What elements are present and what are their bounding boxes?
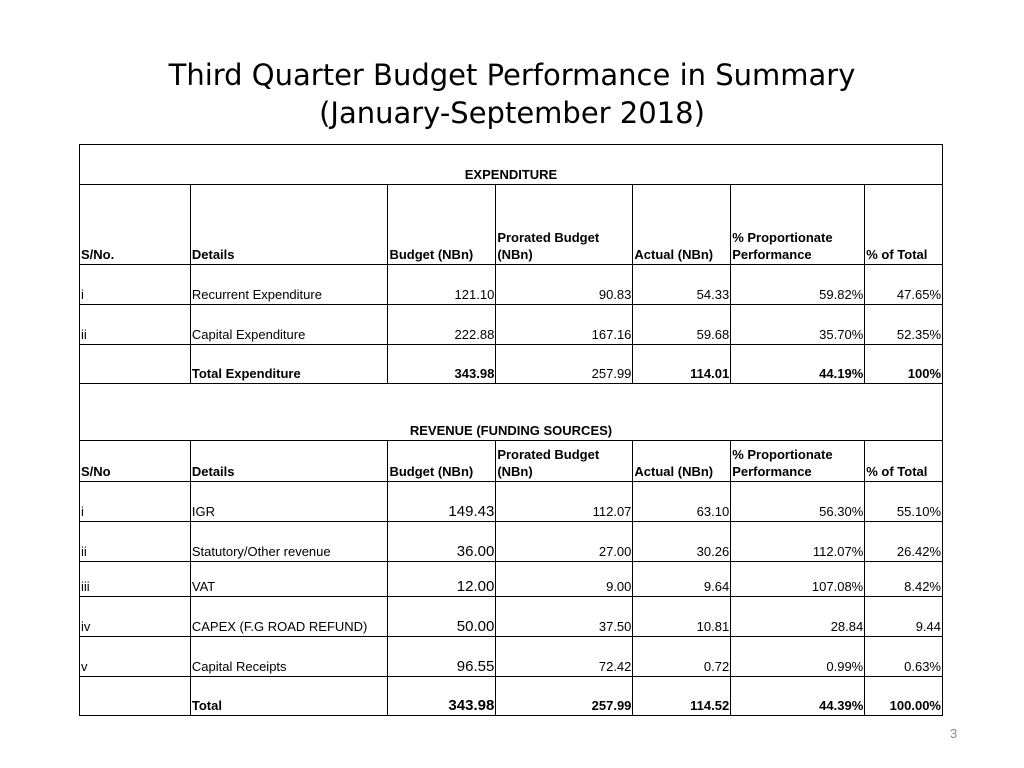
header-actual: Actual (NBn) — [633, 441, 731, 482]
table-row — [80, 597, 943, 637]
table-row — [80, 562, 943, 597]
header-proportionate — [731, 441, 865, 482]
cell-total-of-total: 100% — [865, 345, 943, 384]
header-budget: Budget (NBn) — [388, 185, 496, 265]
cell-budget: 121.10 — [388, 265, 496, 305]
cell-total-proportionate: 44.19% — [731, 345, 865, 384]
slide-number: 3 — [950, 726, 958, 741]
header-details: Details — [190, 441, 388, 482]
cell-total-actual: 114.52 — [633, 677, 731, 716]
cell-total-prorated: 257.99 — [496, 345, 633, 384]
cell-proportionate: 35.70% — [731, 305, 865, 345]
header-proportionate-line-1: % Proportionate — [732, 447, 833, 462]
header-proportionate-line-2: Performance — [732, 247, 812, 262]
cell-proportionate: 107.08% — [731, 562, 865, 597]
cell-actual: 0.72 — [633, 637, 731, 677]
cell-details: VAT — [190, 562, 388, 597]
cell-actual: 30.26 — [633, 522, 731, 562]
cell-actual: 9.64 — [633, 562, 731, 597]
cell-prorated: 167.16 — [496, 305, 633, 345]
cell-actual: 54.33 — [633, 265, 731, 305]
header-details: Details — [190, 185, 388, 265]
table-row — [80, 522, 943, 562]
cell-of-total: 47.65% — [865, 265, 943, 305]
cell-budget: 96.55 — [388, 637, 496, 677]
cell-of-total: 9.44 — [865, 597, 943, 637]
table-row — [80, 265, 943, 305]
cell-sno: i — [80, 482, 191, 522]
header-prorated — [496, 185, 633, 265]
cell-actual: 59.68 — [633, 305, 731, 345]
header-proportionate-line-2: Performance — [732, 464, 812, 479]
cell-details: Capital Expenditure — [190, 305, 388, 345]
cell-budget: 149.43 — [388, 482, 496, 522]
cell-actual: 63.10 — [633, 482, 731, 522]
table-row — [80, 637, 943, 677]
cell-budget: 12.00 — [388, 562, 496, 597]
revenue-total-row — [80, 677, 943, 716]
cell-total-details: Total Expenditure — [190, 345, 388, 384]
cell-total-of-total: 100.00% — [865, 677, 943, 716]
header-prorated-line-1: Prorated Budget — [497, 447, 600, 462]
expenditure-section-row — [80, 145, 943, 185]
cell-total-actual: 114.01 — [633, 345, 731, 384]
cell-budget: 222.88 — [388, 305, 496, 345]
header-sno: S/No — [80, 441, 191, 482]
header-prorated — [496, 441, 633, 482]
cell-total-details: Total — [190, 677, 388, 716]
header-proportionate-line-1: % Proportionate — [732, 230, 833, 245]
header-prorated-line-1: Prorated Budget — [497, 230, 600, 245]
cell-proportionate: 56.30% — [731, 482, 865, 522]
cell-total-budget: 343.98 — [388, 677, 496, 716]
header-proportionate — [731, 185, 865, 265]
cell-sno: iv — [80, 597, 191, 637]
cell-of-total: 26.42% — [865, 522, 943, 562]
cell-actual: 10.81 — [633, 597, 731, 637]
expenditure-total-row — [80, 345, 943, 384]
cell-details: CAPEX (F.G ROAD REFUND) — [190, 597, 388, 637]
expenditure-header-row — [80, 185, 943, 265]
header-prorated-line-2: (NBn) — [497, 247, 533, 262]
title-line-1: Third Quarter Budget Performance in Summary — [168, 58, 856, 92]
cell-details: Recurrent Expenditure — [190, 265, 388, 305]
table-row — [80, 305, 943, 345]
header-budget: Budget (NBn) — [388, 441, 496, 482]
cell-budget: 36.00 — [388, 522, 496, 562]
revenue-section-row — [80, 384, 943, 441]
revenue-section-label: REVENUE (FUNDING SOURCES) — [80, 384, 943, 441]
cell-details: Statutory/Other revenue — [190, 522, 388, 562]
cell-prorated: 72.42 — [496, 637, 633, 677]
cell-details: IGR — [190, 482, 388, 522]
cell-details: Capital Receipts — [190, 637, 388, 677]
cell-prorated: 27.00 — [496, 522, 633, 562]
cell-prorated: 9.00 — [496, 562, 633, 597]
header-of-total: % of Total — [865, 185, 943, 265]
revenue-header-row — [80, 441, 943, 482]
header-sno: S/No. — [80, 185, 191, 265]
cell-prorated: 37.50 — [496, 597, 633, 637]
cell-sno: v — [80, 637, 191, 677]
cell-proportionate: 28.84 — [731, 597, 865, 637]
cell-sno: ii — [80, 522, 191, 562]
expenditure-section-label: EXPENDITURE — [80, 145, 943, 185]
slide-title — [0, 56, 1024, 132]
header-actual: Actual (NBn) — [633, 185, 731, 265]
cell-proportionate: 112.07% — [731, 522, 865, 562]
header-prorated-line-2: (NBn) — [497, 464, 533, 479]
cell-sno: i — [80, 265, 191, 305]
budget-performance-table — [79, 144, 943, 716]
cell-total-proportionate: 44.39% — [731, 677, 865, 716]
cell-budget: 50.00 — [388, 597, 496, 637]
cell-prorated: 112.07 — [496, 482, 633, 522]
cell-of-total: 52.35% — [865, 305, 943, 345]
table-row — [80, 482, 943, 522]
cell-sno-empty — [80, 345, 191, 384]
cell-prorated: 90.83 — [496, 265, 633, 305]
cell-of-total: 0.63% — [865, 637, 943, 677]
header-of-total: % of Total — [865, 441, 943, 482]
cell-total-budget: 343.98 — [388, 345, 496, 384]
title-line-2: (January-September 2018) — [319, 96, 705, 130]
cell-proportionate: 0.99% — [731, 637, 865, 677]
cell-total-prorated: 257.99 — [496, 677, 633, 716]
cell-proportionate: 59.82% — [731, 265, 865, 305]
cell-sno: iii — [80, 562, 191, 597]
cell-sno: ii — [80, 305, 191, 345]
cell-sno-empty — [80, 677, 191, 716]
cell-of-total: 55.10% — [865, 482, 943, 522]
cell-of-total: 8.42% — [865, 562, 943, 597]
